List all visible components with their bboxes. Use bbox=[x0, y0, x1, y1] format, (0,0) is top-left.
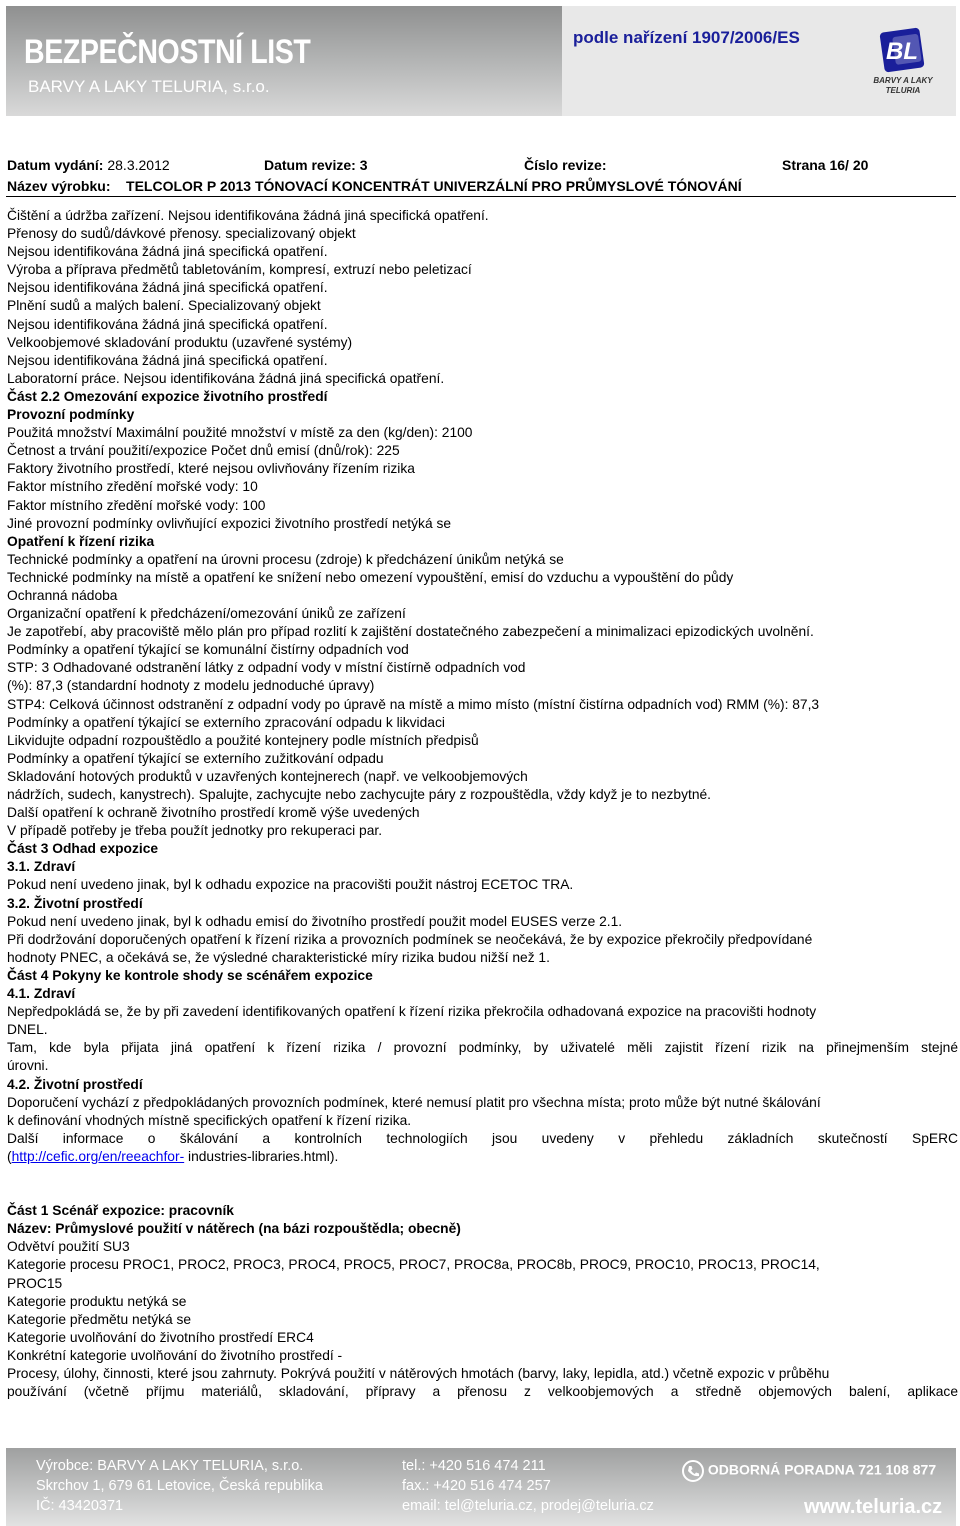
footer-fax: fax.: +420 516 474 257 bbox=[402, 1478, 551, 1494]
document-footer bbox=[6, 1448, 956, 1526]
text-line: Likvidujte odpadní rozpouštědlo a použité kontejnery podle místních předpisů bbox=[7, 732, 479, 748]
section-heading: Část 2.2 Omezování expozice životního prostředí bbox=[7, 388, 328, 404]
text-line: Organizační opatření k předcházení/omezování úniků ze zařízení bbox=[7, 606, 406, 622]
text-line: Odvětví použití SU3 bbox=[7, 1239, 130, 1255]
text-line: Výroba a příprava předmětů tabletováním, kompresí, extruzí nebo peletizací bbox=[7, 262, 472, 278]
footer-website[interactable]: www.teluria.cz bbox=[804, 1496, 943, 1518]
text-line: Použitá množství Maximální použité množství v místě za den (kg/den): 2100 bbox=[7, 425, 473, 441]
text-line: Je zapotřebí, aby pracoviště mělo plán pro případ rozlití k zajištění dostatečného zabezpečení a minimalizaci epizodických uvolnění. bbox=[7, 624, 814, 640]
section-heading: Část 1 Scénář expozice: pracovník bbox=[7, 1203, 234, 1219]
text-line: Četnost a trvání použití/expozice Počet dnů emisí (dnů/rok): 225 bbox=[7, 443, 400, 459]
section-heading: 4.2. Životní prostředí bbox=[7, 1076, 143, 1092]
logo-letters: BL bbox=[886, 38, 918, 65]
text-line: Jiné provozní podmínky ovlivňující expozici životního prostředí netýká se bbox=[7, 515, 452, 531]
text-line: Kategorie uvolňování do životního prostředí ERC4 bbox=[7, 1329, 314, 1345]
section-heading: Název: Průmyslové použití v nátěrech (na bázi rozpouštědla; obecně) bbox=[7, 1221, 461, 1237]
text-line: Přenosy do sudů/dávkové přenosy. specializovaný objekt bbox=[7, 226, 356, 242]
company-logo bbox=[858, 26, 948, 102]
text-line: Laboratorní práce. Nejsou identifikována žádná jiná specifická opatření. bbox=[7, 370, 445, 386]
text-line: Pokud není uvedeno jinak, byl k odhadu expozice na pracovišti použit nástroj ECETOC TRA. bbox=[7, 877, 574, 893]
text-line: Nejsou identifikována žádná jiná specifická opatření. bbox=[7, 352, 328, 368]
text-line: hodnoty PNEC, a očekává se, že výsledné charakteristické míry rizika budou nižší než 1. bbox=[7, 949, 550, 965]
text-line: Čištění a údržba zařízení. Nejsou identifikována žádná jiná specifická opatření. bbox=[7, 208, 489, 223]
text-line-with-link: (http://cefic.org/en/reeachfor- industries-libraries.html). bbox=[7, 1148, 339, 1164]
text-line: Procesy, úlohy, činnosti, které jsou zahrnuty. Pokrývá použití v nátěrových hmotách (barvy, laky, lepidla, atd.) včetně expozic v průběhu bbox=[7, 1366, 830, 1381]
footer-address: Skrchov 1, 679 61 Letovice, Česká republika bbox=[36, 1478, 323, 1494]
footer-email: email: tel@teluria.cz, prodej@teluria.cz bbox=[402, 1498, 654, 1514]
text-line: Technické podmínky na místě a opatření ke snížení nebo omezení vypouštění, emisí do vzduchu a vypouštění do půdy bbox=[7, 569, 734, 585]
logo-caption: BARVY A LAKY TELURIA bbox=[873, 76, 933, 95]
phone-icon bbox=[682, 1460, 704, 1482]
text-line: Při dodržování doporučených opatření k řízení rizika a provozních podmínek se neočekává, že by expozice překročily předpovídané bbox=[7, 931, 813, 947]
section-heading: Opatření k řízení rizika bbox=[7, 533, 155, 549]
document-title: BEZPEČNOSTNÍ LIST bbox=[24, 33, 311, 71]
text-line: Velkoobjemové skladování produktu (uzavřené systémy) bbox=[7, 334, 353, 350]
regulation-reference: podle nařízení 1907/2006/ES bbox=[573, 28, 800, 47]
text-line: Další opatření k ochraně životního prostředí kromě výše uvedených bbox=[7, 805, 420, 821]
footer-phone: tel.: +420 516 474 211 bbox=[402, 1458, 546, 1474]
text-line: Plnění sudů a malých balení. Specializovaný objekt bbox=[7, 298, 321, 314]
logo-mark-icon bbox=[858, 26, 948, 76]
section-heading: Provozní podmínky bbox=[7, 407, 135, 423]
spacer bbox=[7, 1166, 958, 1184]
text-line: Faktor místního zředění mořské vody: 100 bbox=[7, 497, 266, 513]
text-line: používání (včetně příjmu materiálů, skladování, přípravy a přenosu z velkoobjemových a středně objemových balení, aplikace bbox=[7, 1384, 958, 1400]
spacer bbox=[7, 1184, 958, 1202]
text-line: Faktory životního prostředí, které nejsou ovlivňovány řízením rizika bbox=[7, 461, 415, 477]
hotline-badge: ODBORNÁ PORADNA 721 108 877 bbox=[682, 1460, 944, 1484]
product-name: Název výrobku: TELCOLOR P 2013 TÓNOVACÍ KONCENTRÁT UNIVERZÁLNÍ PRO PRŮMYSLOVÉ TÓNOVÁNÍ bbox=[7, 178, 742, 194]
footer-manufacturer: Výrobce: BARVY A LAKY TELURIA, s.r.o. bbox=[36, 1458, 304, 1474]
document-body bbox=[7, 207, 958, 1401]
text-line: nádržích, sudech, kanystrech). Spalujte, zachycujte nebo zachycujte páry z rozpouštědla, vždy když je to nezbytné. bbox=[7, 787, 712, 802]
text-line: STP4: Celková účinnost odstranění z odpadní vody po úpravě na místě a mimo místo (místní čistírna odpadních vod) RMM (%): 87,3 bbox=[7, 696, 820, 712]
text-line: PROC15 bbox=[7, 1275, 63, 1291]
section-heading: Část 4 Pokyny ke kontrole shody se scénářem expozice bbox=[7, 967, 373, 983]
text-line: (%): 87,3 (standardní hodnoty z modelu jednoduché úpravy) bbox=[7, 678, 375, 694]
text-line: Podmínky a opatření týkající se komunální čistírny odpadních vod bbox=[7, 642, 409, 658]
section-heading: Část 3 Odhad expozice bbox=[7, 841, 159, 857]
text-line: Nejsou identifikována žádná jiná specifická opatření. bbox=[7, 316, 328, 332]
text-line: Podmínky a opatření týkající se externího zpracování odpadu k likvidaci bbox=[7, 714, 445, 730]
text-line: STP: 3 Odhadované odstranění látky z odpadní vody v místní čistírně odpadních vod bbox=[7, 660, 526, 676]
text-line: Pokud není uvedeno jinak, byl k odhadu emisí do životního prostředí použit model EUSES verze 2.1. bbox=[7, 913, 623, 929]
text-line: DNEL. bbox=[7, 1022, 48, 1038]
cefic-link[interactable]: http://cefic.org/en/reeachfor- bbox=[11, 1148, 185, 1164]
document-header bbox=[6, 6, 956, 116]
text-line: Další informace o škálování a kontrolních technologiích jsou uvedeny v přehledu základních skutečností SpERC bbox=[7, 1130, 958, 1146]
text-line: Nejsou identifikována žádná jiná specifická opatření. bbox=[7, 244, 328, 260]
text-line: Technické podmínky a opatření na úrovni procesu (zdroje) k předcházení únikům netýká se bbox=[7, 551, 564, 567]
text-line: Tam, kde byla přijata jiná opatření k řízení rizika / provozní podmínky, by uživatelé měli zajistit řízení rizik na přinejmenším stejné bbox=[7, 1040, 958, 1056]
text-line: Skladování hotových produktů v uzavřených kontejnerech (např. ve velkoobjemových bbox=[7, 768, 528, 784]
page-number: Strana 16/ 20 bbox=[782, 157, 869, 173]
text-line: úrovni. bbox=[7, 1058, 49, 1074]
section-heading: 4.1. Zdraví bbox=[7, 986, 76, 1002]
text-line: Doporučení vychází z předpokládaných provozních podmínek, které nemusí platit pro všechna místa; proto může být nutné škálování bbox=[7, 1094, 821, 1110]
section-heading: 3.1. Zdraví bbox=[7, 859, 76, 875]
text-line: Nepředpokládá se, že by při zavedení identifikovaných opatření k řízení rizika překročila odhadovaná expozice na pracovišti hodnoty bbox=[7, 1004, 817, 1020]
section-heading: 3.2. Životní prostředí bbox=[7, 895, 143, 911]
revision-number: Číslo revize: bbox=[524, 157, 607, 173]
issue-date: Datum vydání: 28.3.2012 bbox=[7, 157, 170, 173]
text-line: Kategorie produktu netýká se bbox=[7, 1293, 187, 1309]
revision-date: Datum revize: 3 bbox=[264, 157, 368, 173]
text-line: Kategorie předmětu netýká se bbox=[7, 1311, 192, 1327]
text-line: Ochranná nádoba bbox=[7, 587, 118, 603]
text-line: Kategorie procesu PROC1, PROC2, PROC3, PROC4, PROC5, PROC7, PROC8a, PROC8b, PROC9, PROC10, PROC13, PROC14, bbox=[7, 1257, 820, 1273]
text-line: Faktor místního zředění mořské vody: 10 bbox=[7, 479, 258, 495]
text-line: Podmínky a opatření týkající se externího zužitkování odpadu bbox=[7, 750, 384, 766]
header-company-name: BARVY A LAKY TELURIA, s.r.o. bbox=[28, 77, 270, 96]
text-line: Konkrétní kategorie uvolňování do životního prostředí - bbox=[7, 1347, 343, 1363]
text-line: V případě potřeby je třeba použít jednotky pro rekuperaci par. bbox=[7, 823, 383, 839]
text-line: Nejsou identifikována žádná jiná specifická opatření. bbox=[7, 280, 328, 296]
header-divider bbox=[6, 196, 956, 197]
footer-ico: IČ: 43420371 bbox=[36, 1498, 124, 1514]
text-line: k definování vhodných místně specifických opatření k řízení rizika. bbox=[7, 1112, 412, 1128]
